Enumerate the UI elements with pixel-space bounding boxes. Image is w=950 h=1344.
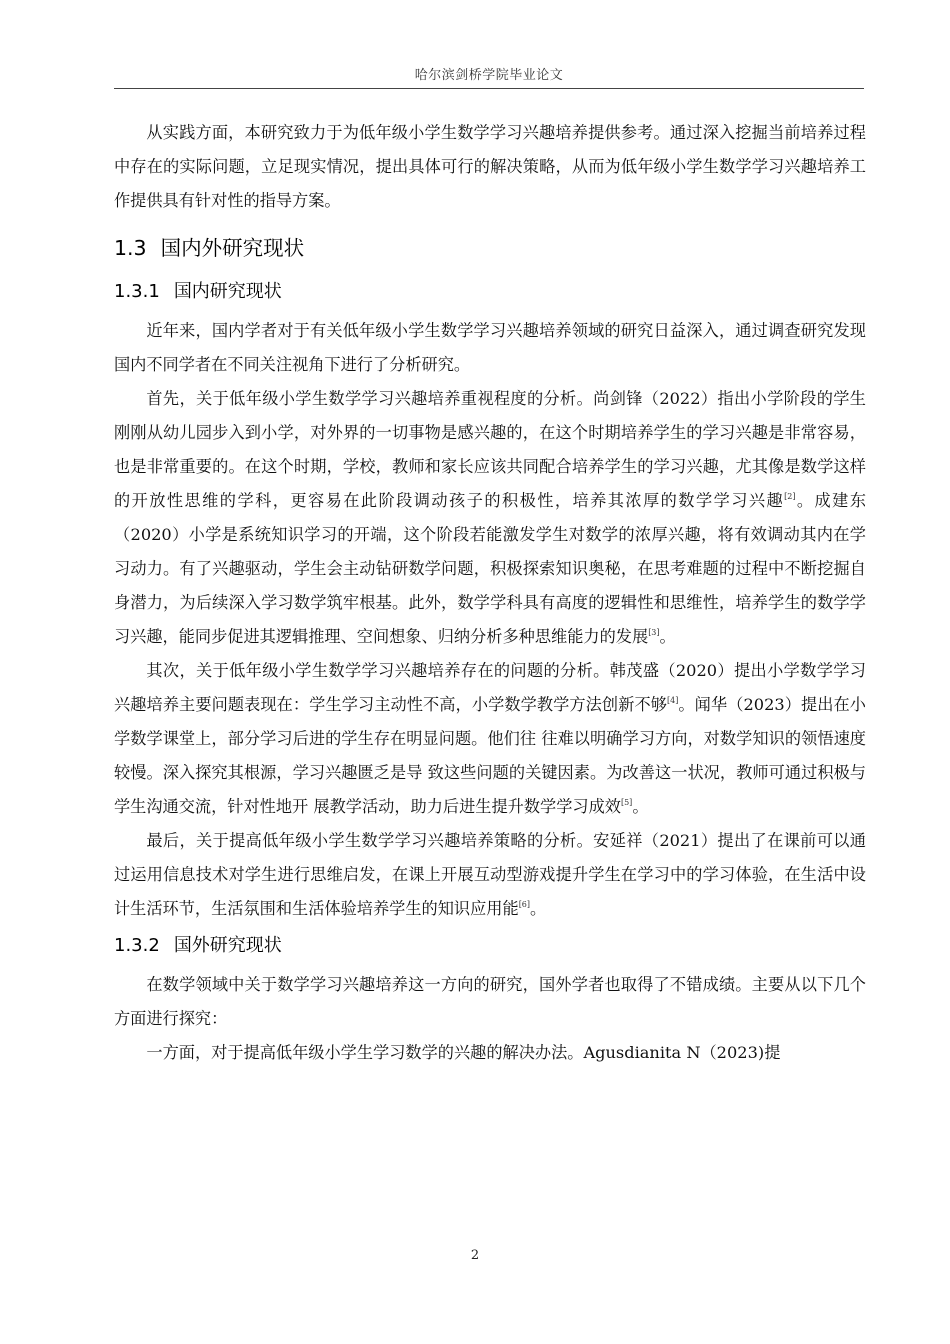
page-header: 哈尔滨剑桥学院毕业论文 (414, 68, 564, 83)
citation-ref: [4] (667, 695, 679, 705)
subsection-title: 国内研究现状 (173, 281, 282, 302)
foreign-paragraph-2: 一方面，对于提高低年级小学生学习数学的兴趣的解决办法。Agusdianita N（2023)提 (146, 1043, 781, 1062)
citation-ref: [5] (620, 797, 633, 807)
citation-ref: [2] (784, 491, 796, 501)
paragraph-text: 。 (659, 627, 676, 646)
domestic-paragraph-2 (114, 382, 866, 654)
subsection-number: 1.3.1 (114, 281, 160, 302)
paragraph-text: 首先，关于低年级小学生数学学习兴趣培养重视程度的分析。尚剑锋（2022）指出小学阶段的学生刚刚从幼儿园步入到小学，对外界的一切事物是感兴趣的，在这个时期培养学生的学习兴趣是非常容易，也是非常重要的。在这个时期，学校，教师和家长应该共同配合培养学生的学习兴趣，尤其像是数学这样的开放性思维的学科，更容易在此阶段调动孩子的积极性，培养其浓厚的数学学习兴趣 (114, 389, 866, 510)
paragraph-text: 最后，关于提高低年级小学生数学学习兴趣培养策略的分析。安延祥（2021）提出了在课前可以通过运用信息技术对学生进行思维启发，在课上开展互动型游戏提升学生在学习中的学习体验，在生活中设计生活环节，生活氛围和生活体验培养学生的知识应用能 (114, 831, 866, 918)
subsection-heading-domestic (114, 274, 866, 310)
paragraph-text: 其次，关于低年级小学生数学学习兴趣培养存在的问题的分析。韩茂盛（2020）提出小学数学学习兴趣培养主要问题表现在：学生学习主动性不高，小学数学教学方法创新不够 (114, 661, 866, 714)
subsection-heading-foreign (114, 928, 866, 964)
section-number: 1.3 (114, 236, 147, 260)
domestic-paragraph-1: 近年来，国内学者对于有关低年级小学生数学学习兴趣培养领域的研究日益深入，通过调查研究发现国内不同学者在不同关注视角下进行了分析研究。 (114, 321, 866, 374)
paragraph-text: 。 (632, 797, 649, 816)
domestic-paragraph-3 (114, 654, 866, 824)
intro-paragraph: 从实践方面，本研究致力于为低年级小学生数学学习兴趣培养提供参考。通过深入挖掘当前培养过程中存在的实际问题，立足现实情况，提出具体可行的解决策略，从而为低年级小学生数学学习兴趣培养工作提供具有针对性的指导方案。 (114, 123, 866, 210)
section-title: 国内外研究现状 (160, 236, 305, 260)
subsection-number: 1.3.2 (114, 935, 160, 956)
paragraph-text: 。成建东（2020）小学是系统知识学习的开端，这个阶段若能激发学生对数学的浓厚兴趣，将有效调动其内在学习动力。有了兴趣驱动，学生会主动钻研数学问题，积极探索知识奥秘，在思考难题的过程中不断挖掘自身潜力，为后续深入学习数学筑牢根基。此外，数学学科具有高度的逻辑性和思维性，培养学生的数学学习兴趣，能同步促进其逻辑推理、空间想象、归纳分析多种思维能力的发展 (114, 491, 867, 646)
paragraph-text: 。闻华（2023）提出在小学数学课堂上，部分学习后进的学生存在明显问题。他们往 往难以明确学习方向，对数学知识的领悟速度较慢。深入探究其根源，学习兴趣匮乏是导 致这些问题的关键因素。为改善这一状况，教师可通过积极与学生沟通交流，针对性地开 展教学活动，助力后进生提升数学学习成效 (114, 695, 866, 816)
page-body (114, 116, 866, 1070)
header-rule (114, 88, 864, 89)
subsection-title: 国外研究现状 (173, 935, 282, 956)
page-number: 2 (470, 1248, 480, 1263)
domestic-paragraph-4 (114, 824, 866, 926)
citation-ref: [3] (648, 627, 660, 637)
citation-ref: [6] (518, 899, 531, 909)
foreign-paragraph-1: 在数学领域中关于数学学习兴趣培养这一方向的研究，国外学者也取得了不错成绩。主要从以下几个方面进行探究： (114, 975, 866, 1028)
paragraph-text: 。 (530, 899, 547, 918)
section-heading (114, 228, 866, 268)
